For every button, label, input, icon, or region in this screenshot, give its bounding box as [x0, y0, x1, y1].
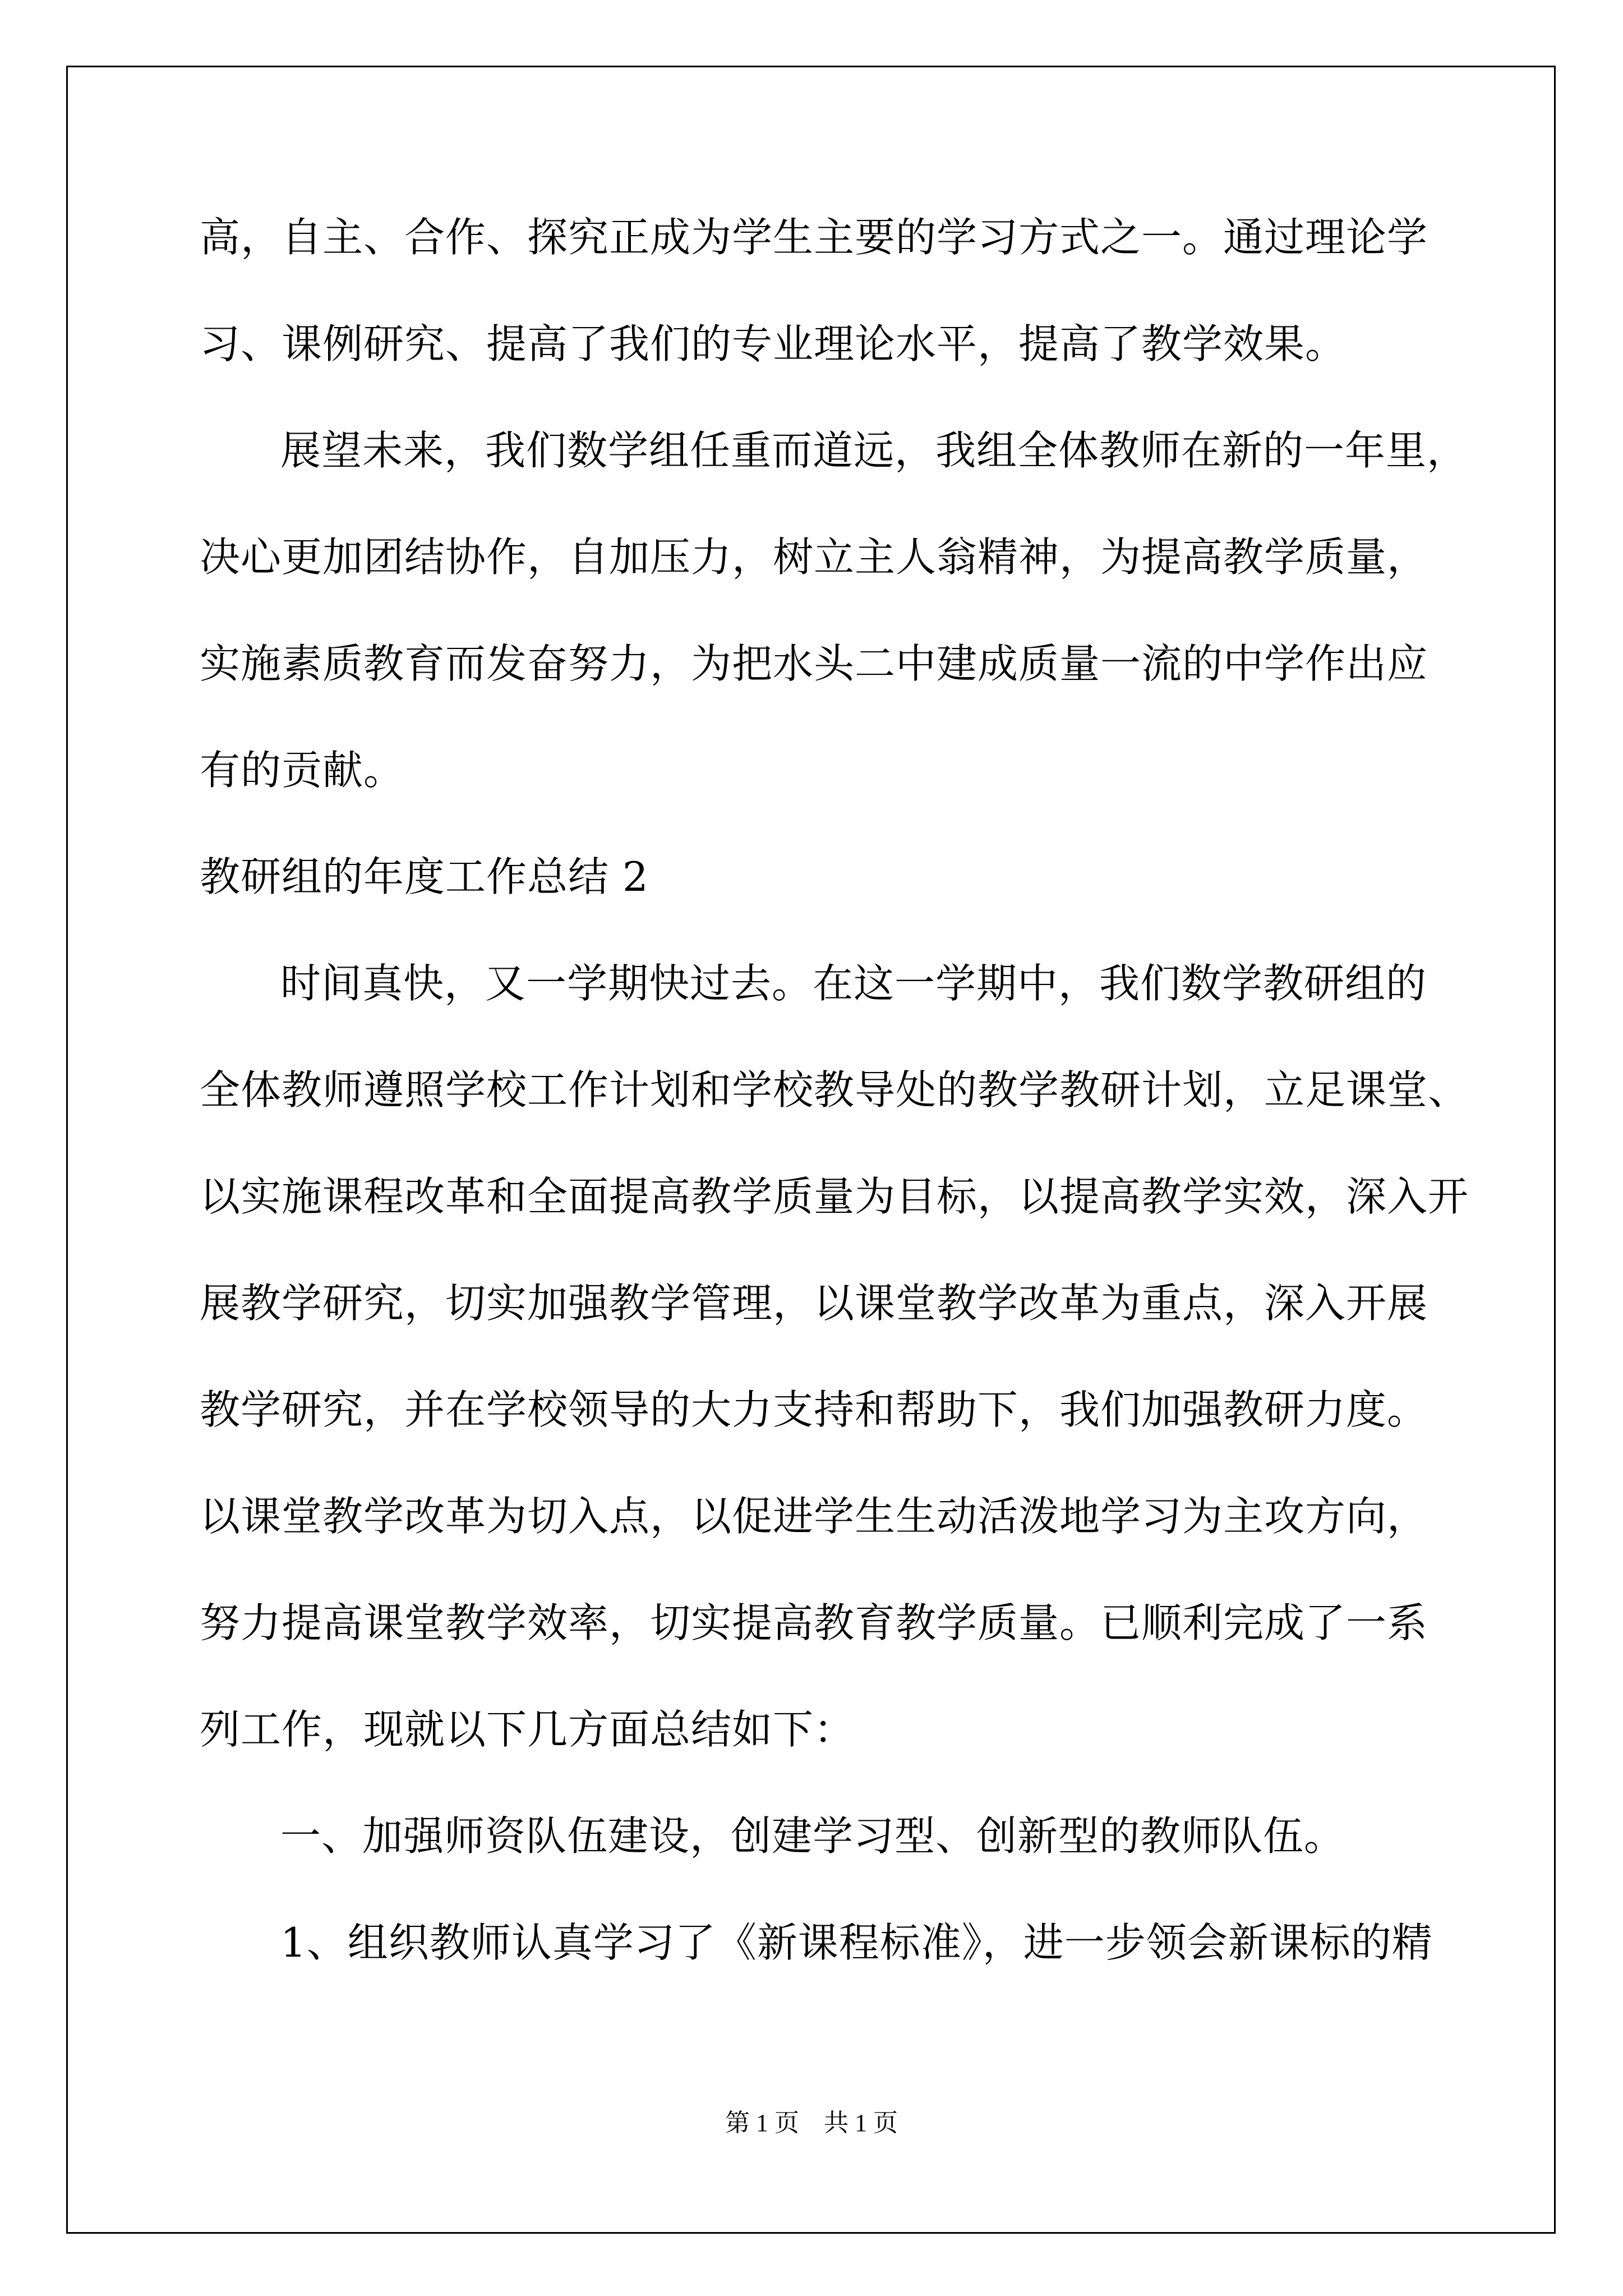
page-number-footer: 第 1 页 共 1 页	[725, 2109, 898, 2137]
text-line: 列工作，现就以下几方面总结如下：	[200, 1706, 855, 1753]
text-line: 时间真快，又一学期快过去。在这一学期中，我们数学教研组的	[280, 960, 1427, 1007]
text-line: 展望未来，我们数学组任重而道远，我组全体教师在新的一年里，	[280, 427, 1468, 474]
text-line: 努力提高课堂教学效率，切实提高教育教学质量。已顺利完成了一系	[200, 1599, 1428, 1646]
page-border	[66, 66, 1556, 2234]
text-line: 决心更加团结协作，自加压力，树立主人翁精神，为提高教学质量，	[200, 533, 1428, 581]
text-line: 以课堂教学改革为切入点，以促进学生生动活泼地学习为主攻方向，	[200, 1493, 1428, 1540]
text-line: 展教学研究，切实加强教学管理，以课堂教学改革为重点，深入开展	[200, 1280, 1428, 1327]
text-line: 以实施课程改革和全面提高教学质量为目标，以提高教学实效，深入开	[200, 1173, 1469, 1220]
text-line: 教学研究，并在学校领导的大力支持和帮助下，我们加强教研力度。	[200, 1386, 1428, 1433]
text-line: 全体教师遵照学校工作计划和学校教导处的教学教研计划，立足课堂、	[200, 1066, 1469, 1114]
text-line: 1、组织教师认真学习了《新课程标准》，进一步领会新课标的精	[280, 1919, 1433, 1966]
text-line: 一、加强师资队伍建设，创建学习型、创新型的教师队伍。	[280, 1812, 1345, 1860]
section-heading: 教研组的年度工作总结 2	[200, 853, 649, 900]
text-line: 高，自主、合作、探究正成为学生主要的学习方式之一。通过理论学	[200, 214, 1428, 261]
text-line: 有的贡献。	[200, 747, 405, 794]
text-line: 习、课例研究、提高了我们的专业理论水平，提高了教学效果。	[200, 320, 1347, 367]
text-line: 实施素质教育而发奋努力，为把水头二中建成质量一流的中学作出应	[200, 640, 1428, 687]
